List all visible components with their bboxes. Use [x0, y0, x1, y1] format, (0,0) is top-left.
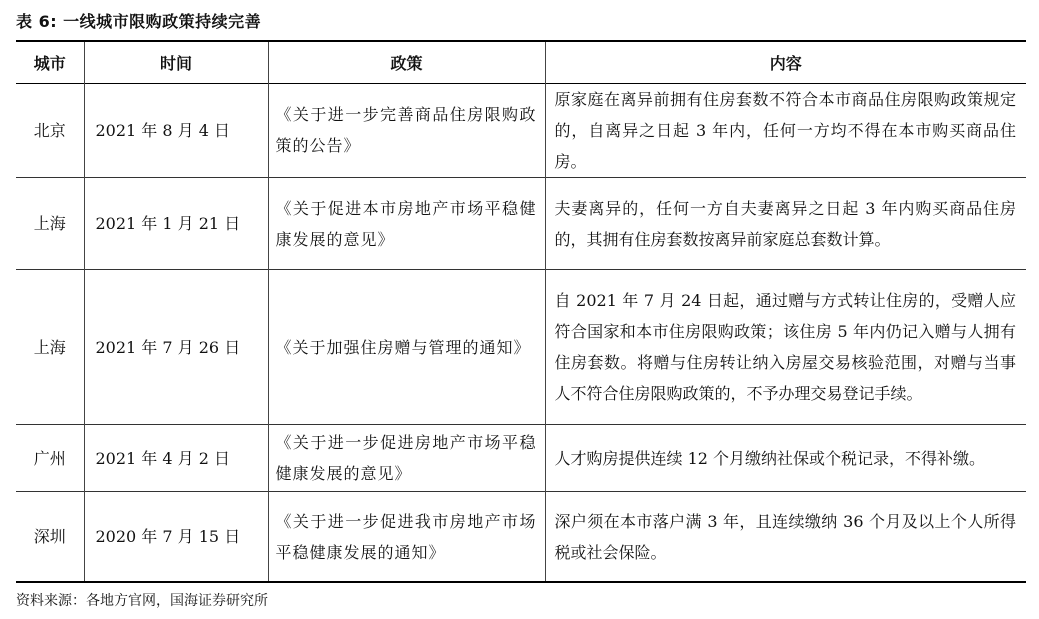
cell-time: 2021 年 4 月 2 日 [84, 425, 268, 492]
cell-policy: 《关于促进本市房地产市场平稳健康发展的意见》 [268, 178, 545, 270]
cell-city: 深圳 [16, 492, 84, 582]
header-time: 时间 [84, 42, 268, 83]
cell-content: 原家庭在离异前拥有住房套数不符合本市商品住房限购政策规定的，自离异之日起 3 年内，任何一方均不得在本市购买商品住房。 [545, 83, 1026, 178]
cell-policy: 《关于加强住房赠与管理的通知》 [268, 270, 545, 425]
cell-content: 夫妻离异的，任何一方自夫妻离异之日起 3 年内购买商品住房的，其拥有住房套数按离异前家庭总套数计算。 [545, 178, 1026, 270]
table-row [16, 178, 1026, 270]
header-content: 内容 [545, 42, 1026, 83]
cell-time: 2020 年 7 月 15 日 [84, 492, 268, 582]
cell-time: 2021 年 8 月 4 日 [84, 83, 268, 178]
cell-policy: 《关于进一步促进我市房地产市场平稳健康发展的通知》 [268, 492, 545, 582]
cell-time: 2021 年 7 月 26 日 [84, 270, 268, 425]
cell-city: 上海 [16, 178, 84, 270]
table-bottom-rule [16, 581, 1026, 583]
header-city: 城市 [33, 54, 66, 73]
table-row [16, 83, 1026, 178]
cell-time: 2021 年 1 月 21 日 [84, 178, 268, 270]
table-title: 表 6: 一线城市限购政策持续完善 [16, 12, 262, 31]
cell-city: 广州 [16, 425, 84, 492]
cell-city: 北京 [33, 120, 66, 140]
source-note: 资料来源：各地方官网，国海证券研究所 [16, 593, 268, 609]
header-policy: 政策 [268, 42, 545, 83]
cell-content: 深户须在本市落户满 3 年，且连续缴纳 36 个月及以上个人所得税或社会保险。 [545, 492, 1026, 582]
policy-table [16, 42, 1026, 581]
table-row [16, 425, 1026, 492]
table-row [16, 492, 1026, 582]
table-header-row [16, 42, 1026, 83]
cell-policy: 《关于进一步完善商品住房限购政策的公告》 [268, 83, 545, 178]
cell-city: 上海 [16, 270, 84, 425]
cell-content: 人才购房提供连续 12 个月缴纳社保或个税记录，不得补缴。 [545, 425, 1026, 492]
table-row [16, 270, 1026, 425]
cell-content: 自 2021 年 7 月 24 日起，通过赠与方式转让住房的，受赠人应符合国家和本市住房限购政策；该住房 5 年内仍记入赠与人拥有住房套数。将赠与住房转让纳入房屋交易核验范围，对赠与当事人不符合住房限购政策的，不予办理交易登记手续。 [545, 270, 1026, 425]
cell-policy: 《关于进一步促进房地产市场平稳健康发展的意见》 [268, 425, 545, 492]
